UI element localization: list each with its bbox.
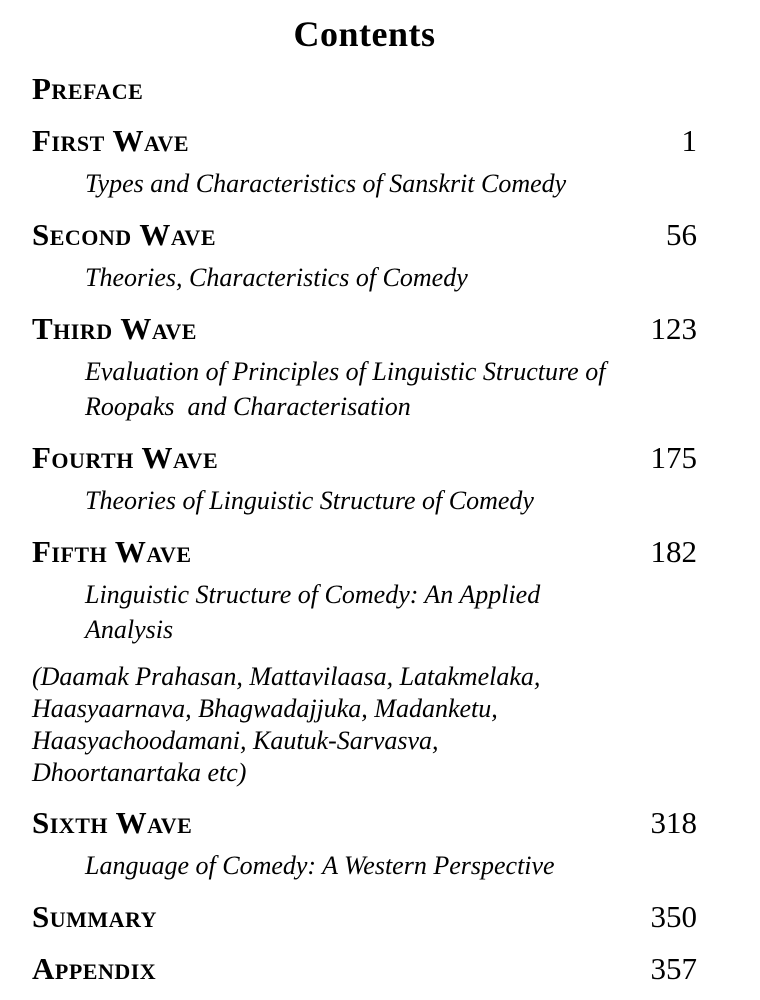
toc-subtitle: Theories, Characteristics of Comedy <box>85 263 468 292</box>
toc-row <box>32 217 697 253</box>
toc-row <box>32 805 697 841</box>
toc-page-number: 56 <box>666 217 697 252</box>
toc-entry-first-wave <box>32 123 697 201</box>
toc-row <box>32 71 697 107</box>
toc-entry-third-wave <box>32 311 697 424</box>
toc-page-number: 350 <box>650 899 697 934</box>
toc-subtitle: Language of Comedy: A Western Perspective <box>85 851 555 880</box>
toc-entry-fourth-wave <box>32 440 697 518</box>
toc-subtitle: Linguistic Structure of Comedy: An Applied Analysis <box>85 580 547 644</box>
toc-entry-sixth-wave <box>32 805 697 883</box>
toc-row <box>32 311 697 347</box>
toc-entry-fifth-wave <box>32 534 697 789</box>
toc-heading-third-wave: Third Wave <box>32 311 197 346</box>
toc-page-number: 182 <box>650 534 697 569</box>
toc-subtitle: Theories of Linguistic Structure of Comedy <box>85 486 534 515</box>
toc-heading-first-wave: First Wave <box>32 123 190 158</box>
toc-heading-fourth-wave: Fourth Wave <box>32 440 219 475</box>
toc-row <box>32 899 697 935</box>
toc-row <box>32 440 697 476</box>
toc-entry-summary <box>32 899 697 935</box>
toc-page-number: 1 <box>681 123 697 158</box>
toc-heading-sixth-wave: Sixth Wave <box>32 805 193 840</box>
toc-subtitle: Types and Characteristics of Sanskrit Comedy <box>85 169 567 198</box>
toc-page-number: 318 <box>650 805 697 840</box>
toc-entry-preface <box>32 71 697 107</box>
toc-heading-second-wave: Second Wave <box>32 217 216 252</box>
toc-row <box>32 951 697 987</box>
toc-page-number: 175 <box>650 440 697 475</box>
page-title: Contents <box>293 14 436 54</box>
toc-page-number: 357 <box>650 951 697 986</box>
toc-plays-note: (Daamak Prahasan, Mattavilaasa, Latakmelaka, Haasyaarnava, Bhagwadajjuka, Madanketu, Haasyachoodamani, Kautuk-Sarvasva, Dhoortanartaka etc) <box>32 662 541 787</box>
toc-page-number: 123 <box>650 311 697 346</box>
toc-heading-summary: Summary <box>32 899 158 934</box>
toc-entry-appendix <box>32 951 697 987</box>
toc-row <box>32 123 697 159</box>
toc-heading-preface: Preface <box>32 71 144 106</box>
toc-heading-appendix: Appendix <box>32 951 157 986</box>
toc-heading-fifth-wave: Fifth Wave <box>32 534 192 569</box>
toc-entry-second-wave <box>32 217 697 295</box>
toc-subtitle: Evaluation of Principles of Linguistic Structure of Roopaks and Characterisation <box>85 357 612 421</box>
toc-row <box>32 534 697 570</box>
